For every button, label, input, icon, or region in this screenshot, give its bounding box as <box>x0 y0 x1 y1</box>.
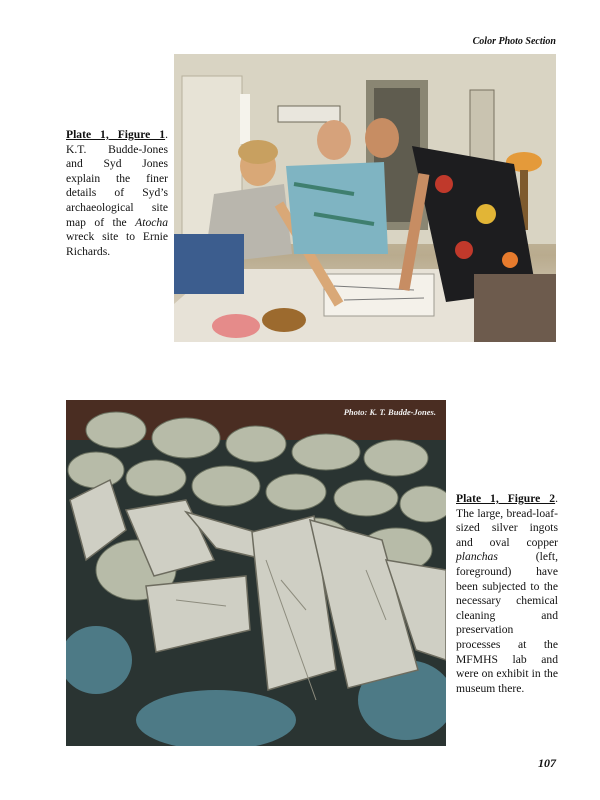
caption-figure-1-text-a: . K.T. Budde-Jones and Syd Jones explain the finer details of Syd’s archaeological site map of the <box>66 128 168 229</box>
caption-figure-2 <box>456 492 558 696</box>
page-number: 107 <box>538 756 556 770</box>
caption-figure-1-text-b: wreck site to Ernie Richards. <box>66 230 168 258</box>
running-head: Color Photo Section <box>472 36 556 47</box>
caption-figure-2-text-a: . The large, bread-loaf-sized silver ingots and oval copper <box>456 492 558 549</box>
caption-figure-1-italic: Atocha <box>135 215 168 229</box>
caption-figure-2-text-b: (left, foreground) have been subjected to the necessary chemical cleaning and preservation processes at the MFMHS lab and were on exhibit in the museum there. <box>456 550 558 695</box>
photo-credit: Photo: K. T. Budde-Jones. <box>343 407 436 417</box>
caption-figure-2-heading: Plate 1, Figure 2 <box>456 492 556 505</box>
caption-figure-1 <box>66 128 168 259</box>
photo-silver-ingots <box>66 400 446 746</box>
caption-figure-1-heading: Plate 1, Figure 1 <box>66 128 166 141</box>
caption-figure-2-italic: planchas <box>456 550 498 564</box>
photo-map-discussion <box>174 54 556 342</box>
